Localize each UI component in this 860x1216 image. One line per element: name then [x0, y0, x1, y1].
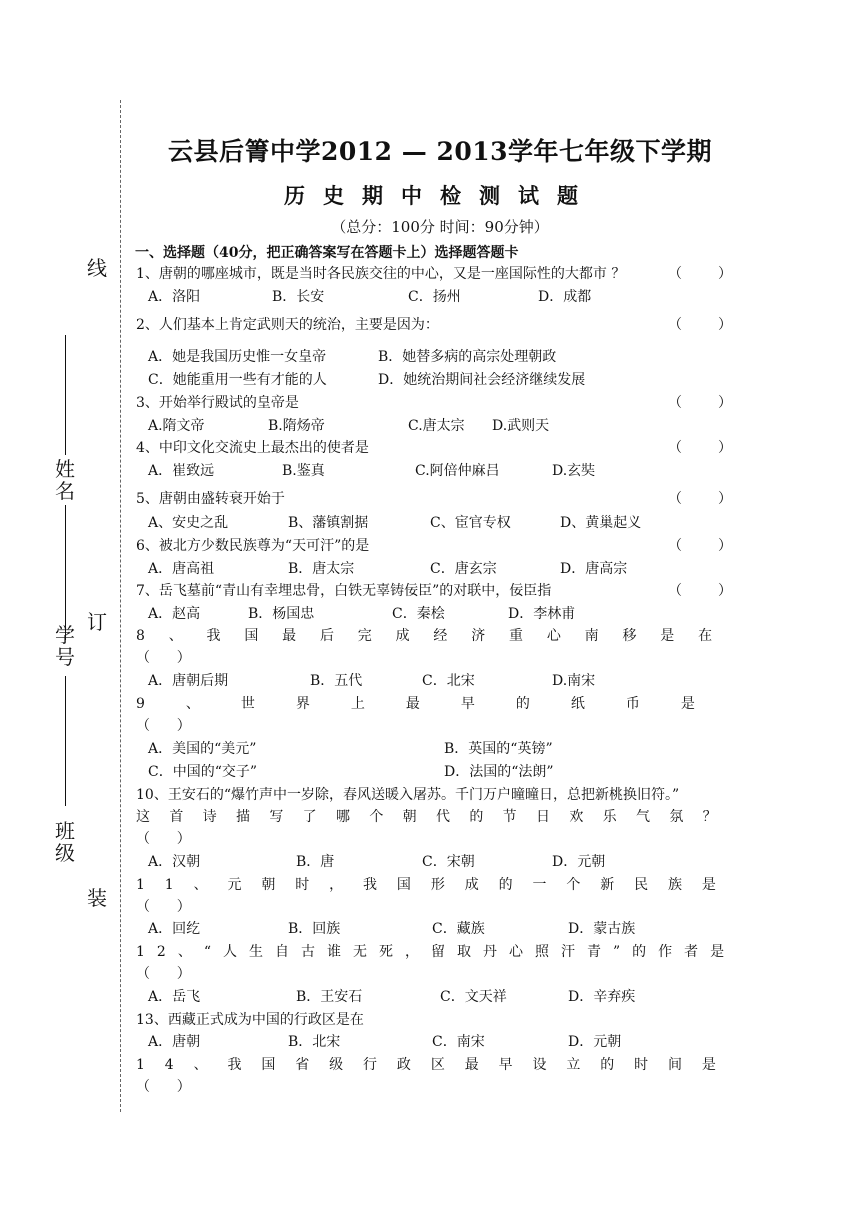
option: A．岳飞	[148, 989, 201, 1005]
class-label: 班级	[55, 819, 75, 865]
answer-paren: （ ）	[136, 831, 191, 847]
option: A．美国的“美元”	[148, 741, 257, 757]
class-underline	[65, 676, 66, 806]
option: A．崔致远	[148, 463, 215, 479]
question-stem: 13、西藏正式成为中国的行政区是在	[136, 1012, 364, 1028]
option: A．唐朝后期	[148, 673, 229, 689]
question-stem: 10、王安石的“爆竹声中一岁除，春风送暖入屠苏。千门万户曈曈日，总把新桃换旧符。”	[136, 787, 680, 803]
question-stem: 3、开始举行殿试的皇帝是	[136, 395, 299, 411]
answer-paren: （ ）	[668, 266, 732, 282]
option: D．法国的“法朗”	[444, 764, 554, 780]
question-13	[136, 1010, 732, 1030]
answer-paren: （ ）	[136, 718, 191, 734]
answer-paren: （ ）	[136, 966, 191, 982]
option: B．英国的“英镑”	[444, 741, 553, 757]
option: D．成都	[538, 289, 592, 305]
answer-paren: （ ）	[136, 650, 191, 666]
question-stem: 8、我国最后完成经济重心南移是在	[136, 628, 736, 644]
question-stem: 1、唐朝的哪座城市，既是当时各民族交往的中心，又是一座国际性的大都市 ？	[136, 266, 626, 282]
option: A．洛阳	[148, 289, 201, 305]
student-no-underline	[65, 505, 66, 640]
question-stem: 12、“人生自古谁无死，留取丹心照汗青”的作者是	[136, 944, 737, 960]
answer-paren: （ ）	[136, 899, 191, 915]
exam-title: 历史期中检测试题	[284, 183, 596, 208]
binding-char-xian: 线	[87, 256, 107, 280]
option: C．藏族	[432, 921, 485, 937]
question-7	[136, 581, 732, 601]
question-5	[136, 489, 732, 509]
option: B.鉴真	[282, 463, 325, 479]
question-6	[136, 536, 732, 556]
option: A．唐朝	[148, 1034, 201, 1050]
question-10	[136, 785, 732, 805]
option: C．秦桧	[392, 606, 445, 622]
section-heading: 一、选择题（40分，把正确答案写在答题卡上）选择题答题卡	[135, 245, 519, 261]
option: D、黄巢起义	[560, 515, 642, 531]
option: C．南宋	[432, 1034, 485, 1050]
option: D．唐高宗	[560, 561, 628, 577]
question-10-line2	[136, 807, 736, 827]
question-stem: 14、我国省级行政区最早设立的时间是	[136, 1057, 736, 1073]
question-stem: 9、世界上最早的纸币是	[136, 696, 736, 712]
option: A.隋文帝	[148, 418, 205, 434]
question-1	[136, 264, 732, 284]
option: A．唐高祖	[148, 561, 215, 577]
option: B、藩镇割据	[288, 515, 369, 531]
student-no-label: 学号	[55, 623, 75, 669]
answer-paren: （ ）	[668, 538, 732, 554]
question-11	[136, 875, 736, 895]
option: B．唐	[296, 854, 335, 870]
option: A、安史之乱	[148, 515, 229, 531]
question-2	[136, 315, 732, 335]
option: B．她替多病的高宗处理朝政	[378, 349, 557, 365]
option: D．她统治期间社会经济继续发展	[378, 372, 586, 388]
question-stem: 6、被北方少数民族尊为“天可汗”的是	[136, 538, 370, 554]
option: B．回族	[288, 921, 341, 937]
question-3	[136, 393, 732, 413]
option: C．唐玄宗	[430, 561, 497, 577]
option: A．回纥	[148, 921, 201, 937]
option: D．蒙古族	[568, 921, 636, 937]
answer-paren: （ ）	[136, 1079, 191, 1095]
option: B．杨国忠	[248, 606, 315, 622]
question-stem: 11、元朝时，我国形成的一个新民族是	[136, 877, 736, 893]
option: B．北宋	[288, 1034, 341, 1050]
question-14	[136, 1055, 736, 1075]
question-stem: 5、唐朝由盛转衰开始于	[136, 491, 285, 507]
answer-paren: （ ）	[668, 317, 732, 333]
option: B．王安石	[296, 989, 363, 1005]
answer-paren: （ ）	[668, 440, 732, 456]
option: A．她是我国历史惟一女皇帝	[148, 349, 327, 365]
option: A．赵高	[148, 606, 201, 622]
option: D.玄奘	[552, 463, 596, 479]
option: C.唐太宗	[408, 418, 465, 434]
question-9	[136, 694, 736, 714]
question-stem-continued: 这首诗描写了哪个朝代的节日欢乐气氛？	[136, 809, 736, 825]
option: C．文天祥	[440, 989, 507, 1005]
option: D．李林甫	[508, 606, 576, 622]
name-label: 姓名	[55, 457, 75, 503]
option: A．汉朝	[148, 854, 201, 870]
binding-dashed-line	[120, 100, 121, 1112]
option: D．元朝	[552, 854, 606, 870]
question-stem: 2、人们基本上肯定武则天的统治，主要是因为：	[136, 317, 439, 333]
school-title: 云县后箐中学2012 — 2013学年七年级下学期	[167, 137, 713, 166]
name-underline	[65, 335, 66, 455]
question-4	[136, 438, 732, 458]
option: D．辛弃疾	[568, 989, 636, 1005]
option: C．她能重用一些有才能的人	[148, 372, 327, 388]
option: B．五代	[310, 673, 363, 689]
option: C、宦官专权	[430, 515, 511, 531]
option: B.隋炀帝	[268, 418, 325, 434]
answer-paren: （ ）	[668, 491, 732, 507]
option: B．长安	[272, 289, 325, 305]
option: B．唐太宗	[288, 561, 355, 577]
option: C.阿倍仲麻吕	[415, 463, 500, 479]
score-time: （总分：100分 时间：90分钟）	[331, 218, 549, 236]
option: D．元朝	[568, 1034, 622, 1050]
answer-paren: （ ）	[668, 583, 732, 599]
option: C．扬州	[408, 289, 461, 305]
binding-char-zhuang: 装	[87, 886, 107, 910]
question-12	[136, 942, 737, 962]
option: D.南宋	[552, 673, 596, 689]
question-stem: 4、中印文化交流史上最杰出的使者是	[136, 440, 369, 456]
binding-char-ding: 订	[87, 610, 107, 634]
question-stem: 7、岳飞墓前“青山有幸埋忠骨，白铁无辜铸佞臣”的对联中，佞臣指	[136, 583, 552, 599]
option: C．北宋	[422, 673, 475, 689]
question-8	[136, 626, 736, 646]
option: C．中国的“交子”	[148, 764, 258, 780]
answer-paren: （ ）	[668, 395, 732, 411]
option: D.武则天	[492, 418, 550, 434]
option: C．宋朝	[422, 854, 475, 870]
